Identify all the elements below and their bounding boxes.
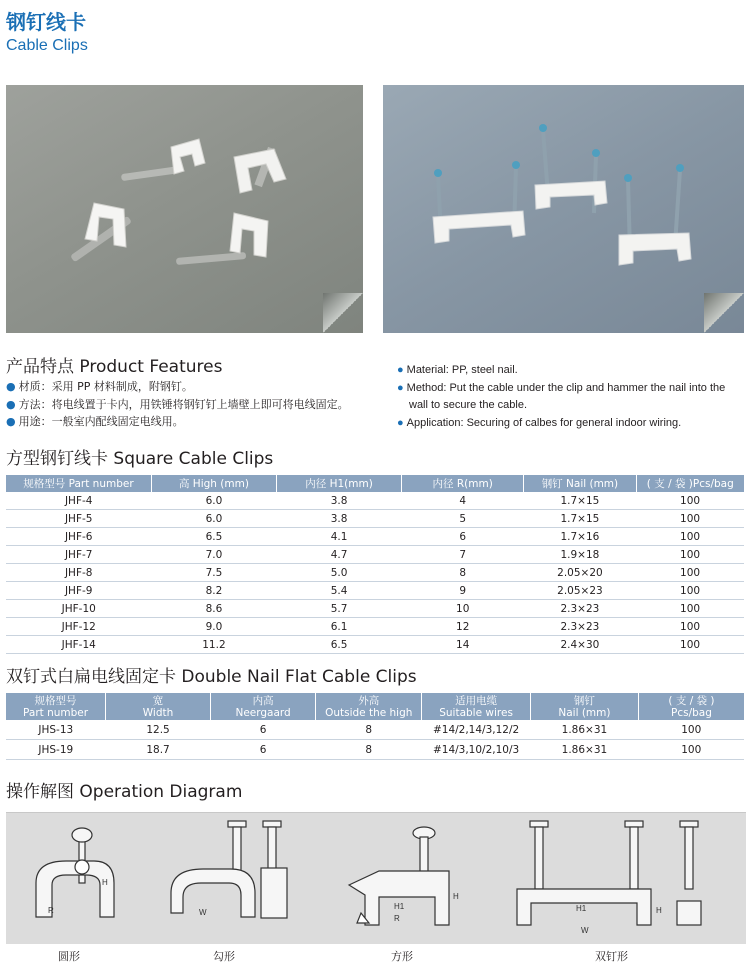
table-cell: 6.0 bbox=[151, 492, 276, 510]
table-header-row bbox=[6, 693, 744, 720]
table-cell: 6.1 bbox=[276, 618, 401, 636]
table-cell: 1.86×31 bbox=[530, 720, 638, 740]
page-title-cn: 钢钉线卡 bbox=[6, 10, 86, 34]
col-header bbox=[6, 693, 106, 720]
table-row bbox=[6, 510, 744, 528]
table-cell: 7 bbox=[402, 546, 524, 564]
col-header bbox=[638, 693, 744, 720]
double-heading: 双钉式白扁电线固定卡 Double Nail Flat Cable Clips bbox=[6, 667, 417, 687]
table-cell: 100 bbox=[636, 546, 744, 564]
table-cell: JHF-4 bbox=[6, 492, 151, 510]
table-cell: 100 bbox=[636, 636, 744, 654]
diagram-label-round: 圆形 bbox=[58, 950, 80, 963]
page-title-en: Cable Clips bbox=[6, 37, 88, 54]
table-cell: JHF-7 bbox=[6, 546, 151, 564]
col-header: 钢钉 Nail (mm) bbox=[524, 475, 636, 492]
col-header-cn: 适用电缆 bbox=[455, 694, 498, 707]
table-cell: 11.2 bbox=[151, 636, 276, 654]
table-cell: 2.05×23 bbox=[524, 582, 636, 600]
feature-en-item: ● Application: Securing of calbes for general indoor wiring. bbox=[397, 416, 682, 429]
table-cell: 12.5 bbox=[106, 720, 211, 740]
table-row bbox=[6, 528, 744, 546]
table-cell: 100 bbox=[636, 618, 744, 636]
feature-cn-item: ● 材质：采用 PP 材料制成，附钢钉。 bbox=[6, 380, 193, 393]
table-cell: 5.4 bbox=[276, 582, 401, 600]
operation-diagram bbox=[6, 812, 746, 944]
table-cell: 5.7 bbox=[276, 600, 401, 618]
dim-label-h: H bbox=[453, 892, 459, 901]
feature-cn-item: ● 用途：一般室内配线固定电线用。 bbox=[6, 415, 184, 428]
table-cell: 14 bbox=[402, 636, 524, 654]
table-cell: 100 bbox=[636, 582, 744, 600]
table-row bbox=[6, 618, 744, 636]
diagram-label-square: 方形 bbox=[391, 950, 413, 963]
table-cell: JHF-12 bbox=[6, 618, 151, 636]
col-header-en: Outside the high bbox=[325, 706, 413, 719]
table-cell: 6 bbox=[210, 720, 315, 740]
table-cell: 1.7×15 bbox=[524, 492, 636, 510]
table-cell: 4 bbox=[402, 492, 524, 510]
col-header-en: Suitable wires bbox=[439, 706, 513, 719]
table-cell: 12 bbox=[402, 618, 524, 636]
table-cell: 9.0 bbox=[151, 618, 276, 636]
table-cell: 18.7 bbox=[106, 740, 211, 760]
feature-en-item: ● Material: PP, steel nail. bbox=[397, 364, 518, 376]
table-cell: 9 bbox=[402, 582, 524, 600]
table-cell: 7.5 bbox=[151, 564, 276, 582]
col-header bbox=[106, 693, 211, 720]
table-header-row bbox=[6, 475, 744, 492]
table-cell: 8 bbox=[316, 720, 422, 740]
product-photo-round-clips bbox=[6, 85, 363, 333]
table-cell: 1.7×16 bbox=[524, 528, 636, 546]
dim-label-h: H bbox=[102, 878, 108, 887]
dim-label-h1: H1 bbox=[394, 902, 405, 911]
col-header bbox=[210, 693, 315, 720]
table-cell: 6 bbox=[210, 740, 315, 760]
features-cn-list bbox=[6, 378, 349, 431]
table-cell: 100 bbox=[636, 510, 744, 528]
square-clips-table bbox=[6, 475, 744, 654]
table-row bbox=[6, 600, 744, 618]
dim-label-h: H bbox=[656, 906, 662, 915]
diagram-label-hook: 勾形 bbox=[213, 950, 235, 963]
table-row bbox=[6, 492, 744, 510]
diagram-label-double: 双钉形 bbox=[595, 950, 628, 963]
col-header-cn: 外高 bbox=[358, 694, 380, 707]
table-cell: 100 bbox=[638, 720, 744, 740]
table-cell: 100 bbox=[636, 528, 744, 546]
col-header-en: Neergaard bbox=[235, 706, 291, 719]
table-row bbox=[6, 546, 744, 564]
col-header-en: Pcs/bag bbox=[671, 706, 712, 719]
table-cell: 6.5 bbox=[151, 528, 276, 546]
dim-label-r: R bbox=[394, 914, 400, 923]
table-cell: 1.9×18 bbox=[524, 546, 636, 564]
table-cell: 2.3×23 bbox=[524, 618, 636, 636]
table-cell: #14/2,14/3,12/2 bbox=[422, 720, 531, 740]
col-header bbox=[316, 693, 422, 720]
table-cell: 8.6 bbox=[151, 600, 276, 618]
table-cell: 4.1 bbox=[276, 528, 401, 546]
col-header-en: Part number bbox=[23, 706, 89, 719]
table-row bbox=[6, 636, 744, 654]
table-row bbox=[6, 740, 744, 760]
col-header: 高 High (mm) bbox=[151, 475, 276, 492]
col-header-cn: ( 支 / 袋 ) bbox=[668, 694, 715, 707]
col-header: 内径 R(mm) bbox=[402, 475, 524, 492]
features-heading: 产品特点 Product Features bbox=[6, 357, 223, 377]
dim-label-h1: H1 bbox=[576, 904, 587, 913]
dim-label-w: W bbox=[199, 908, 207, 917]
table-cell: 6.5 bbox=[276, 636, 401, 654]
table-cell: 6 bbox=[402, 528, 524, 546]
col-header-cn: 宽 bbox=[152, 694, 164, 707]
diagram-heading: 操作解图 Operation Diagram bbox=[6, 782, 243, 802]
table-cell: 2.3×23 bbox=[524, 600, 636, 618]
table-row bbox=[6, 720, 744, 740]
table-cell: 1.86×31 bbox=[530, 740, 638, 760]
table-cell: 3.8 bbox=[276, 510, 401, 528]
table-cell: JHF-9 bbox=[6, 582, 151, 600]
feature-cn-item: ● 方法：将电线置于卡内，用铁锤将钢钉钉上墙壁上即可将电线固定。 bbox=[6, 397, 349, 411]
col-header-cn: 内高 bbox=[252, 694, 274, 707]
col-header: 规格型号 Part number bbox=[6, 475, 151, 492]
col-header bbox=[422, 693, 531, 720]
table-row bbox=[6, 564, 744, 582]
table-cell: 100 bbox=[638, 740, 744, 760]
table-cell: 10 bbox=[402, 600, 524, 618]
table-cell: JHF-14 bbox=[6, 636, 151, 654]
table-cell: 2.05×20 bbox=[524, 564, 636, 582]
col-header-cn: 钢钉 bbox=[573, 694, 595, 707]
table-cell: JHF-10 bbox=[6, 600, 151, 618]
col-header-en: Width bbox=[142, 706, 174, 719]
table-cell: 8.2 bbox=[151, 582, 276, 600]
table-cell: 5.0 bbox=[276, 564, 401, 582]
table-cell: 6.0 bbox=[151, 510, 276, 528]
col-header: 内径 H1(mm) bbox=[276, 475, 401, 492]
table-cell: 7.0 bbox=[151, 546, 276, 564]
product-photo-flat-clips bbox=[383, 85, 744, 333]
table-cell: 100 bbox=[636, 564, 744, 582]
col-header bbox=[530, 693, 638, 720]
dim-label-r: R bbox=[48, 906, 54, 915]
table-cell: 3.8 bbox=[276, 492, 401, 510]
table-cell: 5 bbox=[402, 510, 524, 528]
double-clips-table bbox=[6, 693, 744, 760]
dim-label-w: W bbox=[581, 926, 589, 935]
table-cell: JHS-13 bbox=[6, 720, 106, 740]
table-cell: 8 bbox=[316, 740, 422, 760]
table-cell: JHF-6 bbox=[6, 528, 151, 546]
table-cell: 8 bbox=[402, 564, 524, 582]
table-cell: #14/3,10/2,10/3 bbox=[422, 740, 531, 760]
feature-en-item: ● Method: Put the cable under the clip and hammer the nail into the bbox=[397, 381, 726, 394]
table-cell: 100 bbox=[636, 600, 744, 618]
table-cell: 100 bbox=[636, 492, 744, 510]
table-cell: 4.7 bbox=[276, 546, 401, 564]
table-row bbox=[6, 582, 744, 600]
features-en-list bbox=[397, 362, 725, 432]
col-header: ( 支 / 袋 )Pcs/bag bbox=[636, 475, 744, 492]
col-header-en: Nail (mm) bbox=[558, 706, 611, 719]
square-heading: 方型钢钉线卡 Square Cable Clips bbox=[6, 449, 274, 469]
col-header-cn: 规格型号 bbox=[34, 694, 77, 707]
table-cell: 1.7×15 bbox=[524, 510, 636, 528]
table-cell: 2.4×30 bbox=[524, 636, 636, 654]
table-cell: JHS-19 bbox=[6, 740, 106, 760]
feature-en-item: wall to secure the cable. bbox=[409, 399, 528, 411]
table-cell: JHF-8 bbox=[6, 564, 151, 582]
table-cell: JHF-5 bbox=[6, 510, 151, 528]
